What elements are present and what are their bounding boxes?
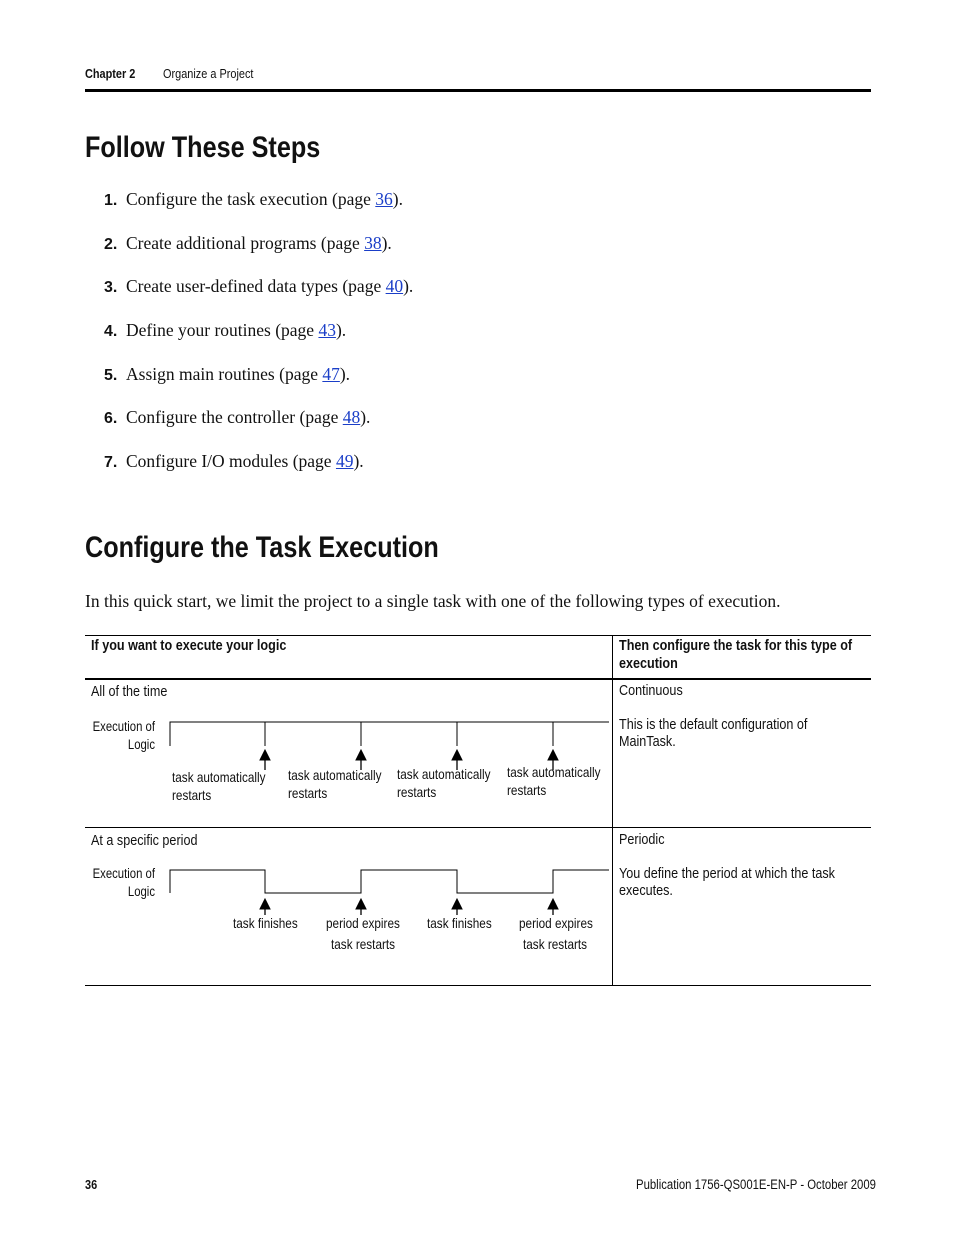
chapter-label: Chapter 2: [85, 66, 136, 81]
row1-desc-cont: MainTask.: [619, 733, 676, 750]
page-link[interactable]: 40: [385, 276, 404, 296]
restart-label: task automatically restarts: [172, 769, 266, 803]
column-header-type: Then configure the task for this type of: [619, 637, 853, 654]
up-arrow-icon: [356, 899, 366, 915]
step-item: 2. Create additional programs (page 38).: [104, 233, 392, 253]
row1-type: Continuous: [619, 682, 683, 699]
restart-label: task automatically restarts: [397, 766, 491, 800]
row2-type: Periodic: [619, 831, 665, 848]
row2-desc: You define the period at which the task: [619, 865, 835, 882]
page-number: 36: [85, 1177, 98, 1192]
period-expires-label: period expires: [326, 915, 400, 931]
column-header-type-cont: execution: [619, 655, 678, 672]
restart-label: task automatically restarts: [288, 767, 382, 801]
row2-condition: At a specific period: [91, 832, 198, 849]
page-link[interactable]: 49: [335, 451, 354, 471]
page-link[interactable]: 47: [322, 364, 340, 384]
page-link[interactable]: 38: [364, 233, 382, 253]
restart-label: task automatically restarts: [507, 764, 601, 798]
up-arrow-icon: [452, 899, 462, 915]
follow-steps-heading: Follow These Steps: [85, 131, 321, 164]
section-label: Organize a Project: [163, 66, 254, 81]
step-item: 1. Configure the task execution (page 36).: [104, 189, 403, 209]
task-restarts-label: task restarts: [523, 936, 588, 952]
task-finishes-label: task finishes: [427, 915, 492, 931]
page-link[interactable]: 36: [375, 189, 393, 209]
continuous-waveform: [170, 722, 609, 746]
task-finishes-label: task finishes: [233, 915, 298, 931]
row2-desc-cont: executes.: [619, 882, 673, 899]
up-arrow-icon: [548, 899, 558, 915]
step-item: 3. Create user-defined data types (page 40).: [104, 276, 414, 296]
period-expires-label: period expires: [519, 915, 593, 931]
page-link[interactable]: 48: [342, 407, 361, 427]
configure-heading: Configure the Task Execution: [85, 531, 439, 564]
step-item: 5. Assign main routines (page 47).: [104, 364, 351, 384]
column-header-logic: If you want to execute your logic: [91, 637, 287, 654]
step-item: 7. Configure I/O modules (page 49).: [104, 451, 364, 471]
publication-info: Publication 1756-QS001E-EN-P - October 2009: [636, 1177, 876, 1192]
task-restarts-label: task restarts: [331, 936, 396, 952]
step-item: 4. Define your routines (page 43).: [104, 320, 347, 340]
up-arrow-icon: [548, 750, 558, 770]
periodic-waveform: [170, 870, 609, 893]
page-link[interactable]: 43: [318, 320, 336, 340]
up-arrow-icon: [356, 750, 366, 770]
intro-paragraph: In this quick start, we limit the project to a single task with one of the following types of execution.: [85, 591, 781, 611]
up-arrow-icon: [260, 899, 270, 915]
row1-desc: This is the default configuration of: [619, 716, 808, 733]
row1-exec-label: Execution of Logic: [92, 719, 155, 752]
up-arrow-icon: [452, 750, 462, 770]
row1-condition: All of the time: [91, 683, 168, 700]
up-arrow-icon: [260, 750, 270, 770]
row2-exec-label: Execution of Logic: [92, 866, 155, 899]
step-item: 6. Configure the controller (page 48).: [104, 407, 371, 427]
